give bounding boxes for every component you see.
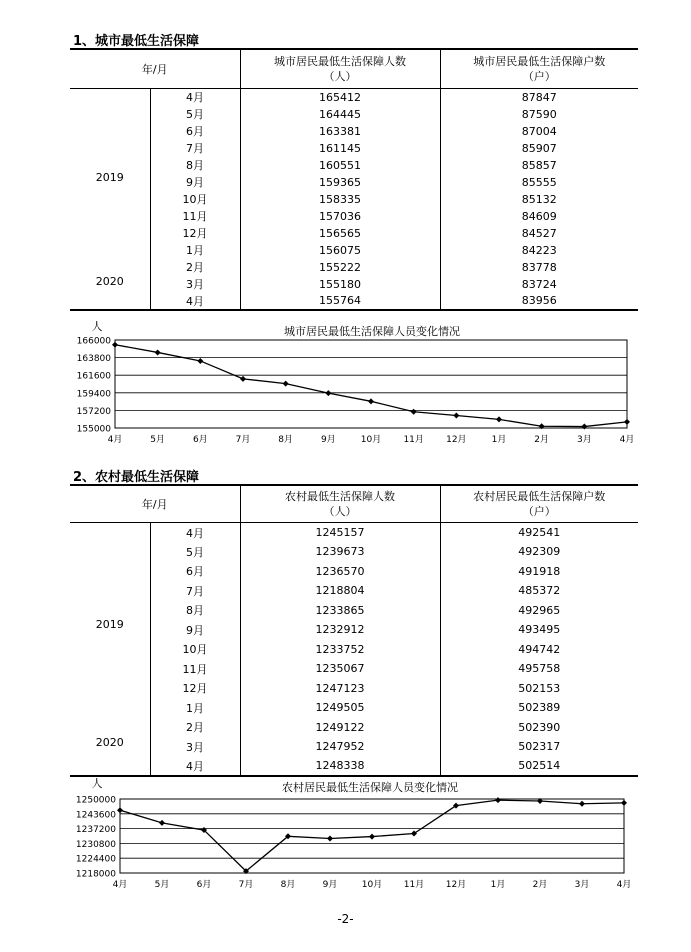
data-point (539, 423, 545, 429)
month-cell: 2月 (150, 259, 240, 276)
table-row (70, 157, 638, 174)
people-cell: 1248338 (240, 757, 440, 777)
people-cell: 159365 (240, 174, 440, 191)
table-row (70, 191, 638, 208)
month-cell: 12月 (150, 679, 240, 699)
people-cell: 1218804 (240, 581, 440, 601)
month-cell: 11月 (150, 659, 240, 679)
data-point (537, 798, 543, 804)
year-cell: 2019 (70, 89, 150, 242)
table-row (70, 208, 638, 225)
data-point (453, 412, 459, 418)
households-cell: 502514 (440, 757, 638, 777)
y-tick-label: 161600 (76, 371, 111, 382)
header-year-month: 年/月 (70, 485, 240, 523)
data-point (579, 801, 585, 807)
y-tick-label: 1218000 (75, 869, 116, 880)
table-row (70, 242, 638, 259)
data-point (197, 358, 203, 364)
table-row (70, 123, 638, 140)
people-cell: 156565 (240, 225, 440, 242)
people-cell: 164445 (240, 106, 440, 123)
people-cell: 1235067 (240, 659, 440, 679)
table-row (70, 174, 638, 191)
data-point (453, 803, 459, 809)
year-cell: 2019 (70, 523, 150, 699)
households-cell: 502153 (518, 681, 561, 695)
x-tick-label: 7月 (235, 435, 251, 445)
x-tick-label: 8月 (280, 880, 296, 890)
month-cell: 7月 (150, 581, 240, 601)
table-row (70, 698, 638, 718)
data-point (411, 409, 417, 415)
section2-title: 2、农村最低生活保障 (73, 470, 200, 485)
month-cell: 1月 (150, 242, 240, 259)
x-tick-label: 4月 (107, 435, 123, 445)
header-people: 农村最低生活保障人数 （人） (240, 485, 440, 523)
table-row (70, 620, 638, 640)
y-tick-label: 1243600 (75, 810, 116, 821)
people-cell: 161145 (240, 140, 440, 157)
month-cell: 8月 (150, 601, 240, 621)
chart2-ylabel: 人 (91, 777, 103, 790)
x-tick-label: 5月 (154, 880, 170, 890)
table-row (70, 659, 638, 679)
x-tick-label: 5月 (150, 435, 166, 445)
x-tick-label: 9月 (322, 880, 338, 890)
people-cell: 157036 (240, 208, 440, 225)
people-cell: 1245157 (240, 523, 440, 543)
series-line (120, 800, 624, 871)
month-cell: 2月 (150, 718, 240, 738)
data-point (243, 868, 249, 874)
households-cell: 494742 (518, 642, 561, 656)
people-cell: 155180 (240, 276, 440, 293)
page-number: -2- (337, 912, 354, 926)
data-point (159, 820, 165, 826)
table-row (70, 523, 638, 543)
data-point (155, 349, 161, 355)
table-row (70, 89, 638, 106)
data-point (283, 381, 289, 387)
households-cell: 492965 (518, 603, 561, 617)
x-tick-label: 11月 (403, 435, 424, 445)
households-cell: 87847 (521, 90, 557, 104)
y-tick-label: 1224400 (75, 854, 116, 865)
month-cell: 5月 (150, 542, 240, 562)
month-cell: 4月 (150, 89, 240, 106)
year-cell: 2020 (70, 698, 150, 776)
households-cell: 492541 (518, 526, 561, 539)
table-row (70, 737, 638, 757)
y-tick-label: 163800 (76, 354, 111, 365)
people-cell: 165412 (240, 89, 440, 106)
data-point (240, 376, 246, 382)
people-cell: 160551 (240, 157, 440, 174)
households-cell: 85132 (521, 192, 557, 206)
urban-table (70, 48, 638, 311)
x-tick-label: 4月 (112, 880, 128, 890)
people-cell: 1233865 (240, 601, 440, 621)
data-point (369, 834, 375, 840)
chart2-title: 农村居民最低生活保障人员变化情况 (282, 781, 458, 794)
households-cell: 502317 (518, 740, 561, 754)
rural-table (70, 484, 638, 777)
month-cell: 10月 (150, 191, 240, 208)
households-cell: 502389 (518, 701, 561, 715)
table-row (70, 718, 638, 738)
x-tick-label: 2月 (534, 435, 550, 445)
people-cell: 1232912 (240, 620, 440, 640)
table-row (70, 679, 638, 699)
households-cell: 495758 (518, 662, 561, 676)
x-tick-label: 12月 (445, 880, 467, 890)
month-cell: 5月 (150, 106, 240, 123)
households-cell: 85857 (521, 158, 557, 172)
data-point (495, 797, 501, 803)
x-tick-label: 1月 (490, 880, 506, 890)
households-cell: 84527 (521, 226, 557, 240)
month-cell: 4月 (150, 293, 240, 310)
y-tick-label: 1237200 (75, 825, 116, 836)
data-point (327, 836, 333, 842)
y-tick-label: 155000 (76, 424, 111, 435)
households-cell: 84609 (521, 209, 557, 223)
x-tick-label: 6月 (192, 435, 208, 445)
x-tick-label: 12月 (446, 435, 467, 445)
y-tick-label: 157200 (76, 406, 111, 417)
month-cell: 12月 (150, 225, 240, 242)
y-tick-label: 159400 (76, 389, 111, 400)
data-point (496, 416, 502, 422)
x-tick-label: 4月 (619, 435, 635, 445)
table-row (70, 225, 638, 242)
households-cell: 485372 (518, 584, 561, 598)
households-cell: 83724 (521, 277, 557, 291)
data-point (201, 827, 207, 833)
month-cell: 9月 (150, 620, 240, 640)
table-row (70, 106, 638, 123)
table-row (70, 640, 638, 660)
households-cell: 83778 (521, 260, 557, 274)
people-cell: 158335 (240, 191, 440, 208)
month-cell: 9月 (150, 174, 240, 191)
households-cell: 492309 (518, 545, 561, 559)
month-cell: 6月 (150, 123, 240, 140)
households-cell: 502390 (518, 720, 561, 734)
table-row (70, 757, 638, 777)
households-cell: 85555 (521, 175, 557, 189)
table-row (70, 562, 638, 582)
chart2-plot-frame (120, 799, 624, 873)
series-line (115, 345, 627, 427)
section1-title: 1、城市最低生活保障 (73, 34, 200, 49)
month-cell: 10月 (150, 640, 240, 660)
x-tick-label: 2月 (532, 880, 548, 890)
data-point (411, 831, 417, 837)
month-cell: 11月 (150, 208, 240, 225)
chart1-plot-frame (115, 340, 627, 428)
month-cell: 4月 (150, 523, 240, 543)
x-tick-label: 11月 (403, 880, 425, 890)
data-point (581, 424, 587, 430)
x-tick-label: 1月 (491, 435, 507, 445)
chart1-ylabel: 人 (91, 320, 103, 333)
x-tick-label: 4月 (616, 880, 632, 890)
data-point (117, 807, 123, 813)
people-cell: 1247952 (240, 737, 440, 757)
people-cell: 156075 (240, 242, 440, 259)
x-tick-label: 9月 (320, 435, 336, 445)
header-year-month: 年/月 (70, 49, 240, 89)
households-cell: 85907 (521, 141, 557, 155)
y-tick-label: 1230800 (75, 839, 116, 850)
people-cell: 1233752 (240, 640, 440, 660)
data-point (325, 390, 331, 396)
month-cell: 3月 (150, 737, 240, 757)
data-point (624, 419, 630, 425)
people-cell: 163381 (240, 123, 440, 140)
data-point (285, 833, 291, 839)
chart1-title: 城市居民最低生活保障人员变化情况 (284, 325, 460, 338)
x-tick-label: 3月 (574, 880, 590, 890)
month-cell: 3月 (150, 276, 240, 293)
y-tick-label: 1250000 (75, 795, 116, 806)
people-cell: 1247123 (240, 679, 440, 699)
households-cell: 84223 (521, 243, 557, 257)
data-point (621, 800, 627, 806)
header-households: 城市居民最低生活保障户数 （户） (440, 49, 638, 89)
x-tick-label: 6月 (196, 880, 212, 890)
data-point (368, 398, 374, 404)
x-tick-label: 7月 (238, 880, 254, 890)
people-cell: 155764 (240, 293, 440, 310)
people-cell: 155222 (240, 259, 440, 276)
month-cell: 8月 (150, 157, 240, 174)
month-cell: 1月 (150, 698, 240, 718)
table-row (70, 259, 638, 276)
x-tick-label: 10月 (360, 435, 382, 445)
table-row (70, 140, 638, 157)
month-cell: 6月 (150, 562, 240, 582)
table-row (70, 542, 638, 562)
households-cell: 83956 (440, 293, 638, 310)
table-row (70, 276, 638, 293)
data-point (112, 342, 118, 348)
x-tick-label: 8月 (278, 435, 294, 445)
month-cell: 4月 (150, 757, 240, 777)
people-cell: 1236570 (240, 562, 440, 582)
month-cell: 7月 (150, 140, 240, 157)
year-cell: 2020 (70, 242, 150, 310)
table-row (70, 601, 638, 621)
header-people: 城市居民最低生活保障人数 （人） (240, 49, 440, 89)
table-row (70, 581, 638, 601)
people-cell: 1249122 (240, 718, 440, 738)
x-tick-label: 10月 (361, 880, 383, 890)
header-households: 农村居民最低生活保障户数 （户） (440, 485, 638, 523)
households-cell: 87590 (521, 107, 557, 121)
x-tick-label: 3月 (576, 435, 592, 445)
households-cell: 491918 (518, 564, 561, 578)
people-cell: 1249505 (240, 698, 440, 718)
households-cell: 87004 (521, 124, 557, 138)
y-tick-label: 166000 (76, 336, 111, 347)
table-row (70, 293, 638, 310)
households-cell: 493495 (518, 623, 561, 637)
people-cell: 1239673 (240, 542, 440, 562)
